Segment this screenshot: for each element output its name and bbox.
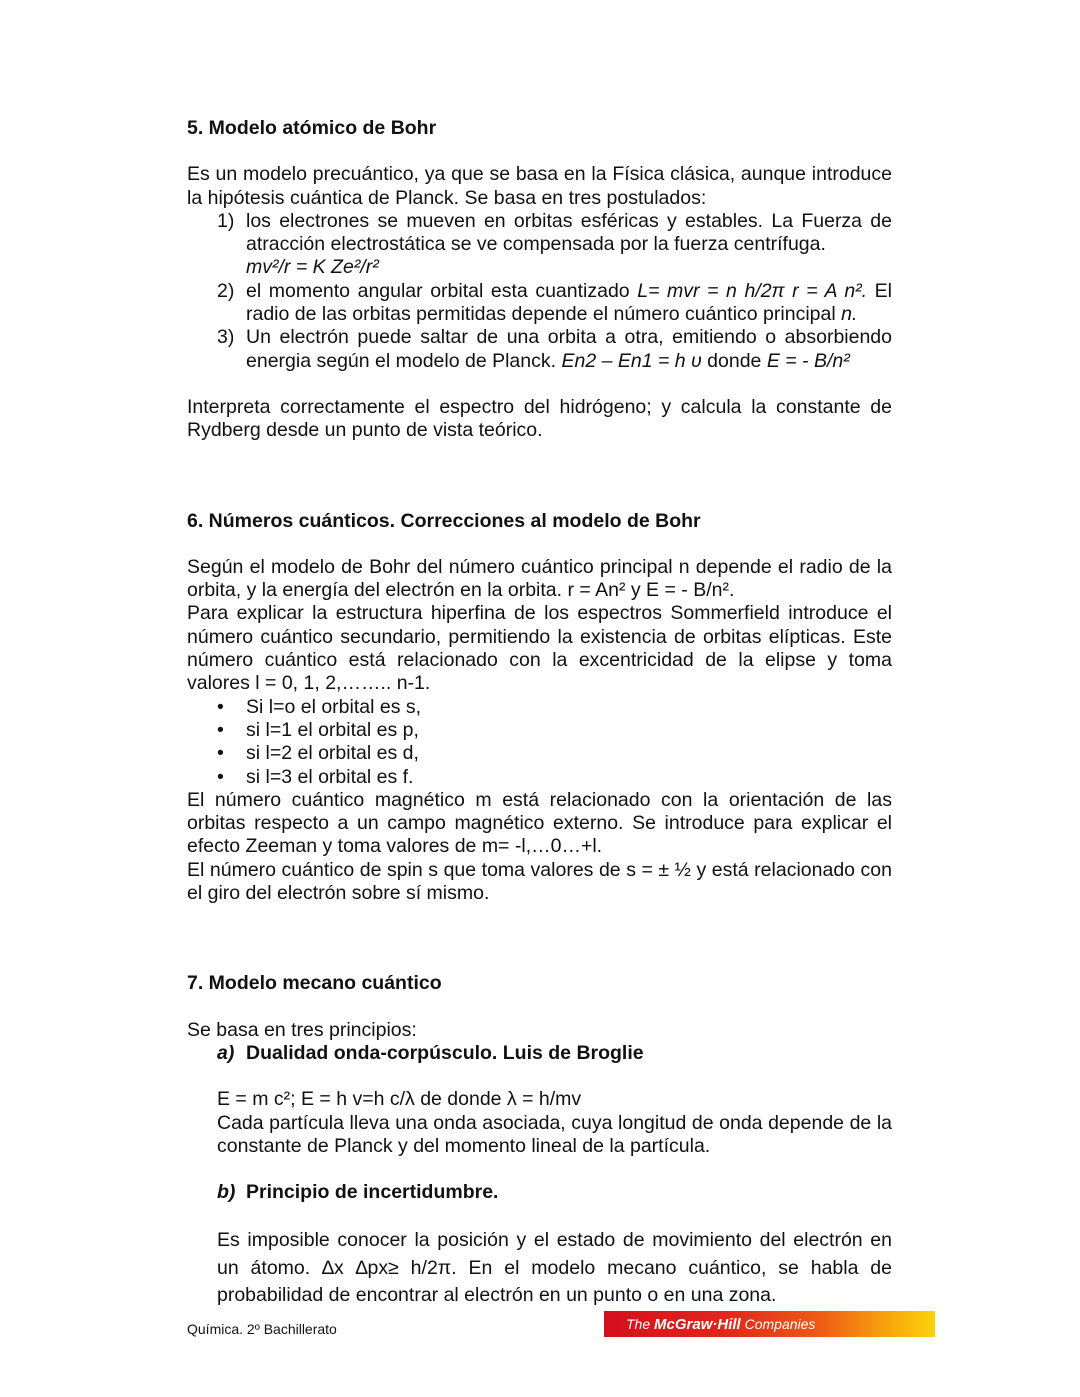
postulates-list <box>187 210 892 373</box>
principle-b-text: Es imposible conocer la posición y el estado de movimiento del electrón en un átomo. ∆x ∆px≥ h/2π. En el modelo mecano cuántico, se habla de probabilidad de encontrar al electrón en un punto o en una zona. <box>217 1229 892 1307</box>
section-5-closing: Interpreta correctamente el espectro del hidrógeno; y calcula la constante de Rydberg desde un punto de vista teórico. <box>187 395 892 442</box>
postulate-3: 3) Un electrón puede saltar de una orbita a otra, emitiendo o absorbiendo energia según el modelo de Planck. En2 – En1 = h υ donde E = - B/n² <box>217 326 892 372</box>
publisher-logo: The McGraw·Hill Companies <box>604 1311 935 1337</box>
de-broglie-formula: E = m c²; E = h v=h c/λ de donde λ = h/mv <box>217 1088 582 1111</box>
orbital-bullets <box>187 696 892 789</box>
section-6-para2: Para explicar la estructura hiperfina de los espectros Sommerfield introduce el número cuántico secundario, permitiendo la existencia de orbitas elípticas. Este número cuántico está relacionado con la excentricidad de la elipse y toma valores l = 0, 1, 2,…….. n-1. <box>187 602 892 695</box>
section-6-para1: Según el modelo de Bohr del número cuántico principal n depende el radio de la orbita, y la energía del electrón en la orbita. r = An² y E = - B/n². <box>187 555 892 602</box>
principle-a: a) Dualidad onda-corpúsculo. Luis de Broglie E = m c²; E = h v=h c/λ de donde λ = h/mv Cada partícula lleva una onda asociada, cuya longitud de onda depende de la constante de Planck y del momento lineal de la partícula. <box>217 1041 892 1157</box>
principle-b-title: Principio de incertidumbre. <box>246 1181 499 1204</box>
formula-energy-transition: En2 – En1 = h υ <box>561 349 702 372</box>
section-6-para3: El número cuántico magnético m está relacionado con la orientación de las orbitas respecto a un campo magnético externo. Se introduce para explicar el efecto Zeeman y toma valores de m= -l,…0…+l. <box>187 788 892 858</box>
section-5-intro: Es un modelo precuántico, ya que se basa en la Física clásica, aunque introduce la hipótesis cuántica de Planck. Se basa en tres postulados: <box>187 163 892 209</box>
postulate-1: 1) los electrones se mueven en orbitas esféricas y estables. La Fuerza de atracción electrostática se ve compensada por la fuerza centrífuga. mv²/r = K Ze²/r² <box>217 209 892 279</box>
formula-energy-level: E = - B/n² <box>766 349 850 372</box>
section-5-title: 5. Modelo atómico de Bohr <box>187 117 437 139</box>
section-6-title: 6. Números cuánticos. Correcciones al modelo de Bohr <box>187 509 701 532</box>
section-7-title: 7. Modelo mecano cuántico <box>187 972 442 995</box>
document-page <box>187 117 892 1310</box>
principle-a-text: Cada partícula lleva una onda asociada, cuya longitud de onda depende de la constante de Planck y del momento lineal de la partícula. <box>217 1111 892 1157</box>
list-item: • si l=3 el orbital es f. <box>217 765 414 788</box>
principle-a-title: Dualidad onda-corpúsculo. Luis de Broglie <box>246 1041 644 1064</box>
list-item: • si l=2 el orbital es d, <box>217 742 419 765</box>
list-item: • Si l=o el orbital es s, <box>217 695 422 718</box>
postulate-2: 2) el momento angular orbital esta cuantizado L= mvr = n h/2π r = A n². El radio de las orbitas permitidas depende el número cuántico principal n. <box>217 279 893 326</box>
principle-b: b) Principio de incertidumbre. Es imposible conocer la posición y el estado de movimiento del electrón en un átomo. ∆x ∆px≥ h/2π. En el modelo mecano cuántico, se habla de probabilidad de encontrar al electrón en un punto o en una zona. <box>187 1181 892 1310</box>
section-7-intro: Se basa en tres principios: <box>187 1018 417 1041</box>
list-item: • si l=1 el orbital es p, <box>217 718 419 741</box>
formula-centripetal: mv²/r = K Ze²/r² <box>246 256 379 279</box>
section-6-para4: El número cuántico de spin s que toma valores de s = ± ½ y está relacionado con el giro del electrón sobre sí mismo. <box>187 858 892 905</box>
footer-course: Química. 2º Bachillerato <box>187 1321 337 1337</box>
formula-angular-momentum: L= mvr = n h/2π r = A n². <box>637 279 868 302</box>
